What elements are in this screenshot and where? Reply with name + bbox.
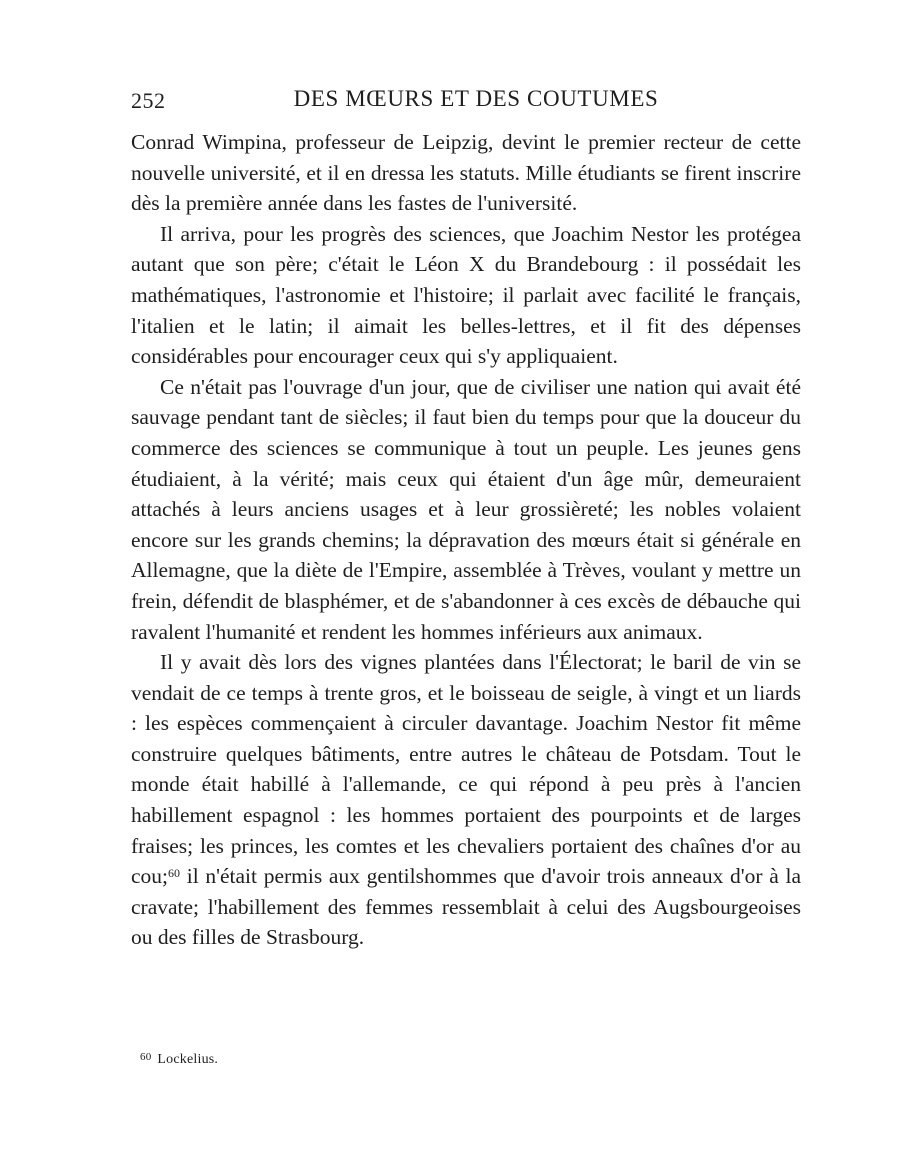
paragraph (131, 647, 801, 953)
paragraph: Ce n'était pas l'ouvrage d'un jour, que de civiliser une nation qui avait été sauvage pendant tant de siècles; il faut bien du temps pour que la douceur du commerce des sciences se communique à tout un peuple. Les jeunes gens étudiaient, à la vérité; mais ceux qui étaient d'un âge mûr, demeuraient attachés à leurs anciens usages et à leur grossièreté; les nobles volaient encore sur les grands chemins; la dépravation des mœurs était si générale en Allemagne, que la diète de l'Empire, assemblée à Trèves, voulant y mettre un frein, défendit de blasphémer, et de s'abandonner à ces excès de débauche qui ravalent l'humanité et rendent les hommes inférieurs aux animaux. (131, 374, 801, 644)
running-title: DES MŒURS ET DES COUTUMES (293, 86, 659, 111)
paragraph-text: Il y avait dès lors des vignes plantées dans l'Électorat; le baril de vin se vendait de ce temps à trente gros, et le boisseau de seigle, à vingt et un liards : les espèces commençaient à circuler davantage. Joachim Nestor fit même construire quelques bâtiments, entre autres le château de Potsdam. Tout le monde était habillé à l'allemande, ce qui répond à peu près à l'ancien habillement espagnol : les hommes portaient des pourpoints et de larges fraises; les princes, les comtes et les chevaliers portaient des chaînes d'or au cou; (131, 650, 801, 889)
footnote-reference[interactable]: 60 (168, 866, 181, 881)
page-number: 252 (131, 88, 166, 113)
page-header (131, 86, 801, 120)
paragraph-text: il n'était permis aux gentilshommes que d'avoir trois anneaux d'or à la cravate; l'habillement des femmes ressemblait à celui des Augsbourgeoises ou des filles de Strasbourg. (131, 864, 801, 950)
paragraph: Conrad Wimpina, professeur de Leipzig, devint le premier recteur de cette nouvelle université, et il en dressa les statuts. Mille étudiants se firent inscrire dès la première année dans les fastes de l'université. (131, 130, 801, 216)
footnote (140, 1052, 218, 1068)
paragraph: Il arriva, pour les progrès des sciences, que Joachim Nestor les protégea autant que son père; c'était le Léon X du Brandebourg : il possédait les mathématiques, l'astronomie et l'histoire; il parlait avec facilité le français, l'italien et le latin; il aimait les belles-lettres, et il fit des dépenses considérables pour encourager ceux qui s'y appliquaient. (131, 221, 801, 369)
body-text (131, 127, 801, 953)
footnote-number: 60 (140, 1051, 152, 1063)
footnote-text: Lockelius. (157, 1052, 219, 1067)
